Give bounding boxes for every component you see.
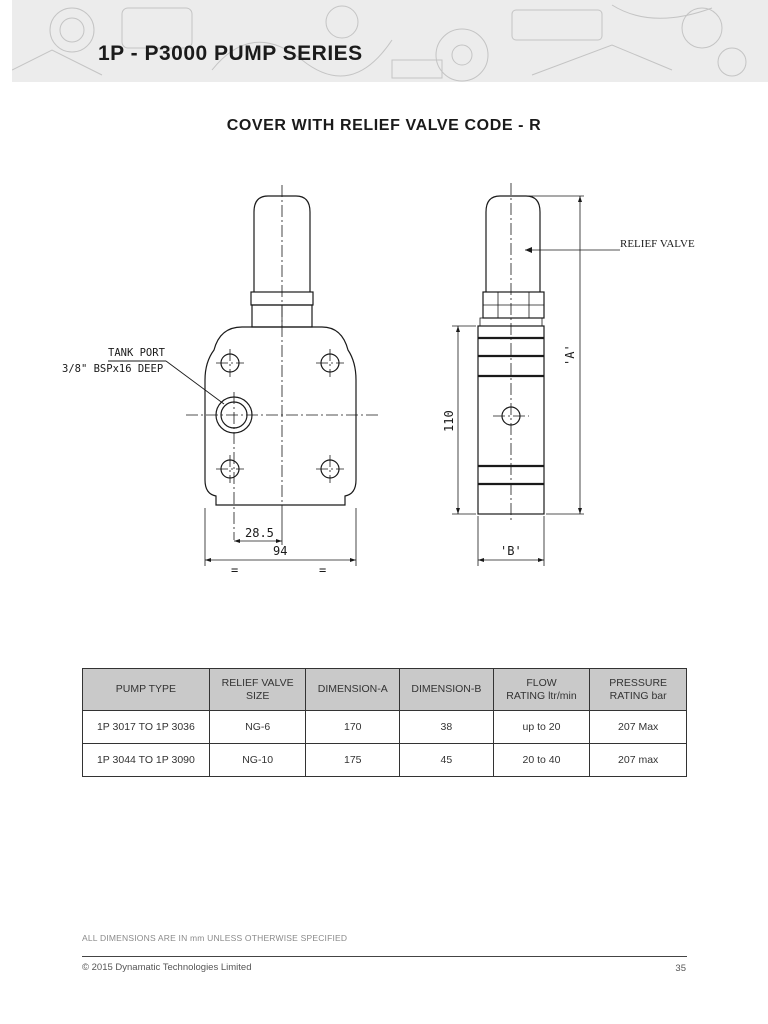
dim-28-5: 28.5 <box>245 526 274 540</box>
relief-valve-label: RELIEF VALVE <box>620 238 695 250</box>
table-row <box>83 711 687 744</box>
cell-relief-valve-size: NG-10 <box>209 744 306 777</box>
cell-flow-rating: up to 20 <box>493 711 590 744</box>
tank-port-label: TANK PORT <box>108 347 165 359</box>
col-header-flow-rating: FLOW RATING ltr/min <box>493 669 590 711</box>
dimensions-note: ALL DIMENSIONS ARE IN mm UNLESS OTHERWISE SPECIFIED <box>82 933 348 943</box>
dim-equal-right: = <box>319 563 327 577</box>
table-row <box>83 744 687 777</box>
col-header-relief-valve-size: RELIEF VALVE SIZE <box>209 669 306 711</box>
cell-flow-rating: 20 to 40 <box>493 744 590 777</box>
cell-relief-valve-size: NG-6 <box>209 711 306 744</box>
cell-pressure-rating: 207 max <box>590 744 687 777</box>
section-title: COVER WITH RELIEF VALVE CODE - R <box>226 117 542 134</box>
col-header-dimension-b: DIMENSION-B <box>400 669 494 711</box>
table-header-row <box>83 669 687 711</box>
dim-b: 'B' <box>500 544 522 558</box>
cell-dimension-b: 38 <box>400 711 494 744</box>
dim-94: 94 <box>273 544 288 558</box>
footer-divider <box>82 956 687 957</box>
tank-port-spec: 3/8" BSPx16 DEEP <box>62 363 164 375</box>
cell-dimension-a: 175 <box>306 744 400 777</box>
dim-a: 'A' <box>563 344 577 366</box>
side-valve-dome <box>486 196 540 292</box>
col-header-pump-type: PUMP TYPE <box>83 669 210 711</box>
page-number: 35 <box>675 963 686 974</box>
cell-dimension-b: 45 <box>400 744 494 777</box>
cell-pressure-rating: 207 Max <box>590 711 687 744</box>
dim-equal-left: = <box>231 563 239 577</box>
page-title: 1P - P3000 PUMP SERIES <box>98 42 363 65</box>
spec-table <box>82 668 687 777</box>
cell-pump-type: 1P 3044 TO 1P 3090 <box>83 744 210 777</box>
cell-pump-type: 1P 3017 TO 1P 3036 <box>83 711 210 744</box>
copyright-text: © 2015 Dynamatic Technologies Limited <box>82 962 252 973</box>
dim-110: 110 <box>442 410 456 432</box>
col-header-pressure-rating: PRESSURE RATING bar <box>590 669 687 711</box>
col-header-dimension-a: DIMENSION-A <box>306 669 400 711</box>
cell-dimension-a: 170 <box>306 711 400 744</box>
